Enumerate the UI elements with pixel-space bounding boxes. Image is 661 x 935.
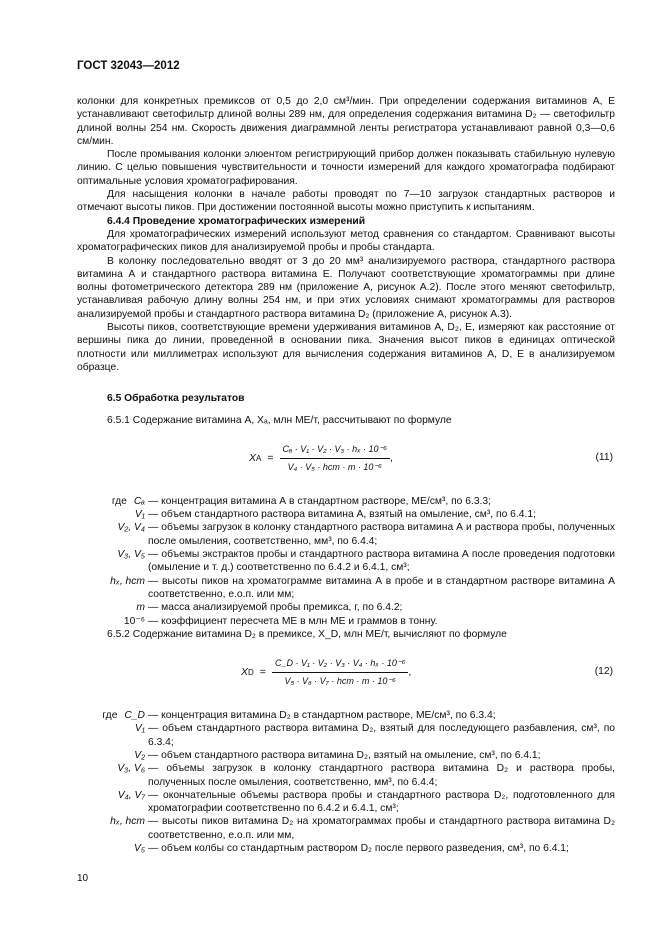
definitions-list-2 — [77, 709, 615, 855]
formula-lhs: X — [241, 666, 249, 679]
page-number: 10 — [77, 873, 89, 884]
paragraph-6-5-1: 6.5.1 Содержание витамина А, Xₐ, млн МЕ/т, рассчитывают по формуле — [107, 414, 452, 426]
formula-fraction — [272, 657, 408, 689]
definition-row — [77, 601, 615, 614]
definition-row — [77, 815, 615, 842]
formula-lhs: X — [249, 451, 257, 464]
formula-tail: , — [390, 451, 393, 464]
definitions-list-1 — [77, 495, 615, 628]
formula-lhs-sub: A — [256, 453, 262, 463]
definition-symbol: V₁ — [134, 723, 145, 735]
formula-equals: = — [267, 451, 274, 464]
definition-row — [77, 762, 615, 789]
definition-symbol: 10⁻⁶ — [123, 615, 145, 627]
paragraph: После промывания колонки элюентом регистрирующий прибор должен показывать стабильную нулевую линию. С целью повышения чувствительности и точности измерений для каждого хроматографа подбирают оптимальные условия хроматографирования. — [77, 149, 615, 187]
where-label: где — [102, 710, 118, 722]
formula-11 — [77, 439, 615, 485]
formula-numerator: C_D · V₁ · V₂ · V₃ · V₄ · hₓ · 10⁻⁶ — [272, 657, 408, 673]
definition-text: — объем колбы со стандартным раствором D₂ после первого разведения, см³, по 6.4.1; — [148, 843, 569, 855]
definition-text: — объем стандартного раствора витамина А, взятый на омыление, см³, по 6.4.1; — [148, 509, 536, 521]
formula-denominator: V₄ · V₅ · hст · m · 10⁻⁶ — [287, 462, 382, 473]
definition-text: — объем стандартного раствора витамина D₂, взятый для последующего разбавления, см³, по 6.3.4; — [148, 723, 615, 748]
section-heading-6-5: 6.5 Обработка результатов — [107, 393, 245, 405]
page-content — [77, 95, 615, 855]
definition-row — [77, 521, 615, 548]
formula-12 — [77, 653, 615, 699]
definition-row — [77, 709, 615, 722]
definition-row — [77, 749, 615, 762]
definition-row — [77, 495, 615, 508]
definition-row — [77, 722, 615, 749]
definition-symbol: V₁ — [134, 509, 145, 521]
document-header: ГОСТ 32043—2012 — [77, 60, 180, 72]
formula-number: (12) — [594, 666, 613, 678]
formula-equals: = — [259, 666, 266, 679]
definition-symbol: Cₐ — [133, 495, 145, 507]
definition-symbol: V₂, V₄ — [117, 522, 145, 534]
definition-text: — высоты пиков на хроматограмме витамина А в пробе и в стандартном растворе витамина А соответственно, е.о.п. или мм; — [148, 575, 615, 600]
paragraph-6-5-2: 6.5.2 Содержание витамина D₂ в премиксе, X_D, млн МЕ/т, вычисляют по формуле — [107, 628, 507, 640]
definition-text: — объем стандартного раствора витамина D₂, взятый на омыление, см³, по 6.4.1; — [148, 749, 541, 761]
definition-symbol: V₃, V₅ — [117, 549, 145, 561]
definition-text: — коэффициент пересчета МЕ в млн МЕ и граммов в тонну. — [148, 615, 438, 627]
where-label: где — [111, 495, 127, 507]
definition-symbol: V₂ — [134, 749, 145, 761]
formula-fraction — [280, 443, 391, 475]
definition-text: — концентрация витамина А в стандартном растворе, МЕ/см³, по 6.3.3; — [148, 495, 492, 507]
formula-number: (11) — [595, 451, 613, 463]
definition-row — [77, 842, 615, 855]
formula-lhs-sub: D — [248, 668, 254, 678]
paragraph: Для насыщения колонки в начале работы проводят по 7—10 загрузок стандартных растворов и отмечают высоты пиков. При достижении постоянной высоты можно приступить к испытаниям. — [77, 189, 615, 214]
paragraph: колонки для конкретных премиксов от 0,5 до 2,0 см³/мин. При определении содержания витаминов А, Е устанавливают светофильтр длиной волны 289 нм, для определения содержания витамина D₂ — светофильтр длиной волны 254 нм. Скорость движения диаграммной ленты регистратора устанавливают равной 0,3—0,6 см/мин. — [77, 96, 615, 147]
definition-symbol: hₓ, hст — [110, 816, 145, 828]
formula-numerator: Cₐ · V₁ · V₂ · V₃ · hₓ · 10⁻⁶ — [280, 443, 391, 459]
definition-text: — объемы экстрактов пробы и стандартного раствора витамина А после проведения подготовки (омыление и т. д.) соответственно по 6.4.2 и 6.4.1, см³; — [148, 549, 615, 574]
definition-symbol: V₄, V₇ — [117, 789, 145, 801]
definition-row — [77, 548, 615, 575]
definition-row — [77, 789, 615, 816]
definition-row — [77, 615, 615, 628]
formula-denominator: V₅ · V₆ · V₇ · hст · m · 10⁻⁶ — [284, 676, 396, 687]
paragraph: В колонку последовательно вводят от 3 до 20 мм³ анализируемого раствора, стандартного раствора витамина А и стандартного раствора витамина Е. Получают соответствующие хроматограммы при длине волны фотометрического детектора 289 нм (приложение А, рисунок А.2). После этого меняют светофильтр, устанавливая рабочую длину волны 254 нм, и при этих условиях снимают хроматограммы для растворов анализируемой пробы и стандартного раствора витамина D₂ (приложение А, рисунок А.3). — [77, 255, 615, 320]
formula-tail: , — [408, 666, 412, 679]
paragraph: Высоты пиков, соответствующие времени удерживания витаминов А, D₂, Е, измеряют как расстояние от вершины пика до линии, проведенной в основании пика. Значения высот пиков в единицах оптической плотности или миллиметрах используют для вычисления содержания витаминов А, D, Е в анализируемом образце. — [77, 322, 615, 373]
definition-text: — объемы загрузок в колонку стандартного раствора витамина D₂ и раствора пробы, полученных после омыления, соответственно, мм³, по 6.4.4; — [148, 763, 615, 788]
paragraph: Для хроматографических измерений используют метод сравнения со стандартом. Сравнивают высоты хроматографических пиков для анализируемой пробы и пробы стандарта. — [77, 228, 615, 254]
definition-symbol: C_D — [124, 710, 145, 722]
definition-text: — высоты пиков витамина D₂ на хроматограммах пробы и стандартного раствора витамина D₂ соответственно, е.о.п. или мм, — [148, 816, 615, 841]
definition-text: — объемы загрузок в колонку стандартного раствора витамина А и раствора пробы, полученных после омыления, соответственно, мм³, по 6.4.4; — [148, 522, 615, 547]
definition-symbol: V₃, V₆ — [117, 763, 145, 775]
definition-text: — масса анализируемой пробы премикса, г, по 6.4.2; — [148, 602, 403, 614]
definition-row — [77, 575, 615, 602]
definition-symbol: hₓ, hст — [110, 575, 145, 587]
definition-text: — окончательные объемы раствора пробы и стандартного раствора D₂, подготовленного для хроматографии соответственно по 6.4.2 и 6.4.1, см³; — [148, 789, 615, 815]
section-heading-6-4-4: 6.4.4 Проведение хроматографических измерений — [107, 215, 366, 227]
definition-text: — концентрация витамина D₂ в стандартном растворе, МЕ/см³, по 6.3.4; — [148, 710, 496, 722]
definition-symbol: V₅ — [133, 843, 145, 855]
definition-row — [77, 508, 615, 521]
definition-symbol: m — [136, 602, 145, 614]
